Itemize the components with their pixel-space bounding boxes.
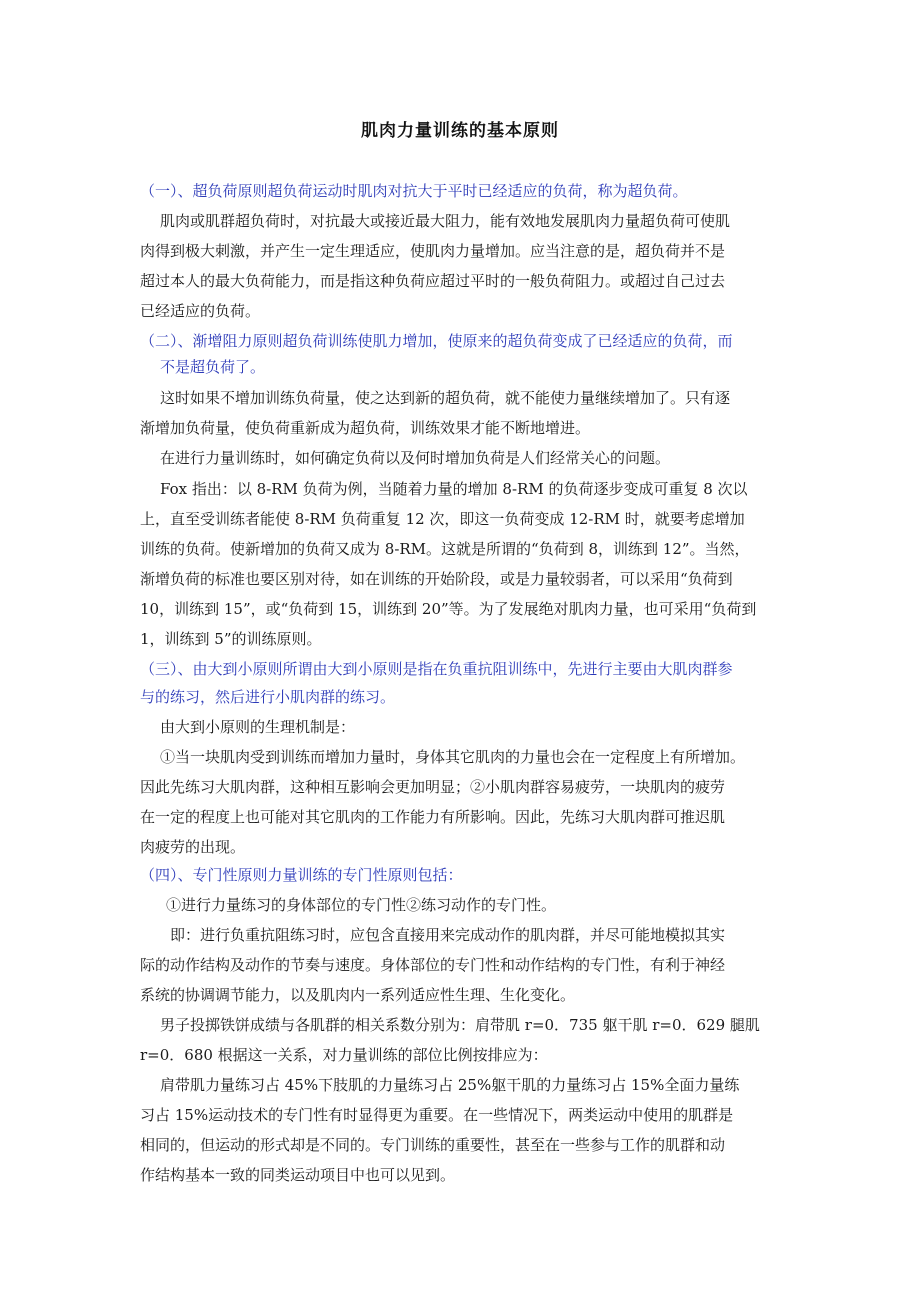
paragraph-line: 上，直至受训练者能使 8-RM 负荷重复 12 次，即这一负荷变成 12-RM 时，就要考虑增加 [140,510,745,528]
paragraph-line: 男子投掷铁饼成绩与各肌群的相关系数分别为：肩带肌 r=0．735 躯干肌 r=0．629 腿肌 [160,1016,760,1034]
paragraph-line: r=0．680 根据这一关系，对力量训练的部位比例按排应为： [140,1046,548,1064]
paragraph-line: ①当一块肌肉受到训练而增加力量时，身体其它肌肉的力量也会在一定程度上有所增加。 [160,748,746,766]
paragraph-line: 训练的负荷。使新增加的负荷又成为 8-RM。这就是所谓的“负荷到 8，训练到 12”。当然， [140,540,750,558]
paragraph-line: 肉疲劳的出现。 [140,838,246,856]
paragraph-line: 肩带肌力量练习占 45%下肢肌的力量练习占 25%躯干肌的力量练习占 15%全面力量练 [160,1076,740,1094]
section-heading-1: （一）、超负荷原则超负荷运动时肌肉对抗大于平时已经适应的负荷，称为超负荷。 [140,182,688,200]
section-heading-2-cont: 不是超负荷了。 [160,358,266,376]
paragraph-line: 即：进行负重抗阻练习时，应包含直接用来完成动作的肌肉群，并尽可能地模拟其实 [170,926,726,944]
paragraph-line: 这时如果不增加训练负荷量，使之达到新的超负荷，就不能使力量继续增加了。只有逐 [160,389,731,407]
section-heading-2: （二）、渐增阻力原则超负荷训练使肌力增加，使原来的超负荷变成了已经适应的负荷，而 [140,332,733,350]
paragraph-line: 已经适应的负荷。 [140,302,261,320]
paragraph-line: 渐增加负荷量，使负荷重新成为超负荷，训练效果才能不断地增进。 [140,419,591,437]
paragraph-line: 肌肉或肌群超负荷时，对抗最大或接近最大阻力，能有效地发展肌肉力量超负荷可使肌 [160,212,731,230]
paragraph-line: 作结构基本一致的同类运动项目中也可以见到。 [140,1166,456,1184]
paragraph-line: 1，训练到 5”的训练原则。 [140,630,322,648]
section-heading-3-cont: 与的练习，然后进行小肌肉群的练习。 [140,688,396,706]
paragraph-line: 系统的协调调节能力，以及肌肉内一系列适应性生理、生化变化。 [140,986,576,1004]
paragraph-line: Fox 指出：以 8-RM 负荷为例，当随着力量的增加 8-RM 的负荷逐步变成可重复 8 次以 [160,480,748,498]
paragraph-line: 肉得到极大刺激，并产生一定生理适应，使肌肉力量增加。应当注意的是，超负荷并不是 [140,242,726,260]
paragraph-line: 习占 15%运动技术的专门性有时显得更为重要。在一些情况下，两类运动中使用的肌群是 [140,1106,734,1124]
paragraph-line: 超过本人的最大负荷能力，而是指这种负荷应超过平时的一般负荷阻力。或超过自己过去 [140,272,726,290]
paragraph-line: 在一定的程度上也可能对其它肌肉的工作能力有所影响。因此，先练习大肌肉群可推迟肌 [140,808,726,826]
document-title: 肌肉力量训练的基本原则 [361,121,559,141]
section-heading-4: （四）、专门性原则力量训练的专门性原则包括： [140,866,463,884]
paragraph-line: 因此先练习大肌肉群，这种相互影响会更加明显；②小肌肉群容易疲劳，一块肌肉的疲劳 [140,778,726,796]
paragraph-line: 相同的，但运动的形式却是不同的。专门训练的重要性，甚至在一些参与工作的肌群和动 [140,1136,726,1154]
paragraph-line: 由大到小原则的生理机制是： [160,718,356,736]
paragraph-line: 渐增负荷的标准也要区别对待，如在训练的开始阶段，或是力量较弱者，可以采用“负荷到 [140,570,733,588]
paragraph-line: 际的动作结构及动作的节奏与速度。身体部位的专门性和动作结构的专门性，有利于神经 [140,956,726,974]
section-heading-3: （三）、由大到小原则所谓由大到小原则是指在负重抗阻训练中，先进行主要由大肌肉群参 [140,660,733,678]
paragraph-line: 10，训练到 15”，或“负荷到 15，训练到 20”等。为了发展绝对肌肉力量，也可采用“负荷到 [140,600,757,618]
paragraph-line: 在进行力量训练时，如何确定负荷以及何时增加负荷是人们经常关心的问题。 [160,449,671,467]
paragraph-line: ①进行力量练习的身体部位的专门性②练习动作的专门性。 [166,896,557,914]
